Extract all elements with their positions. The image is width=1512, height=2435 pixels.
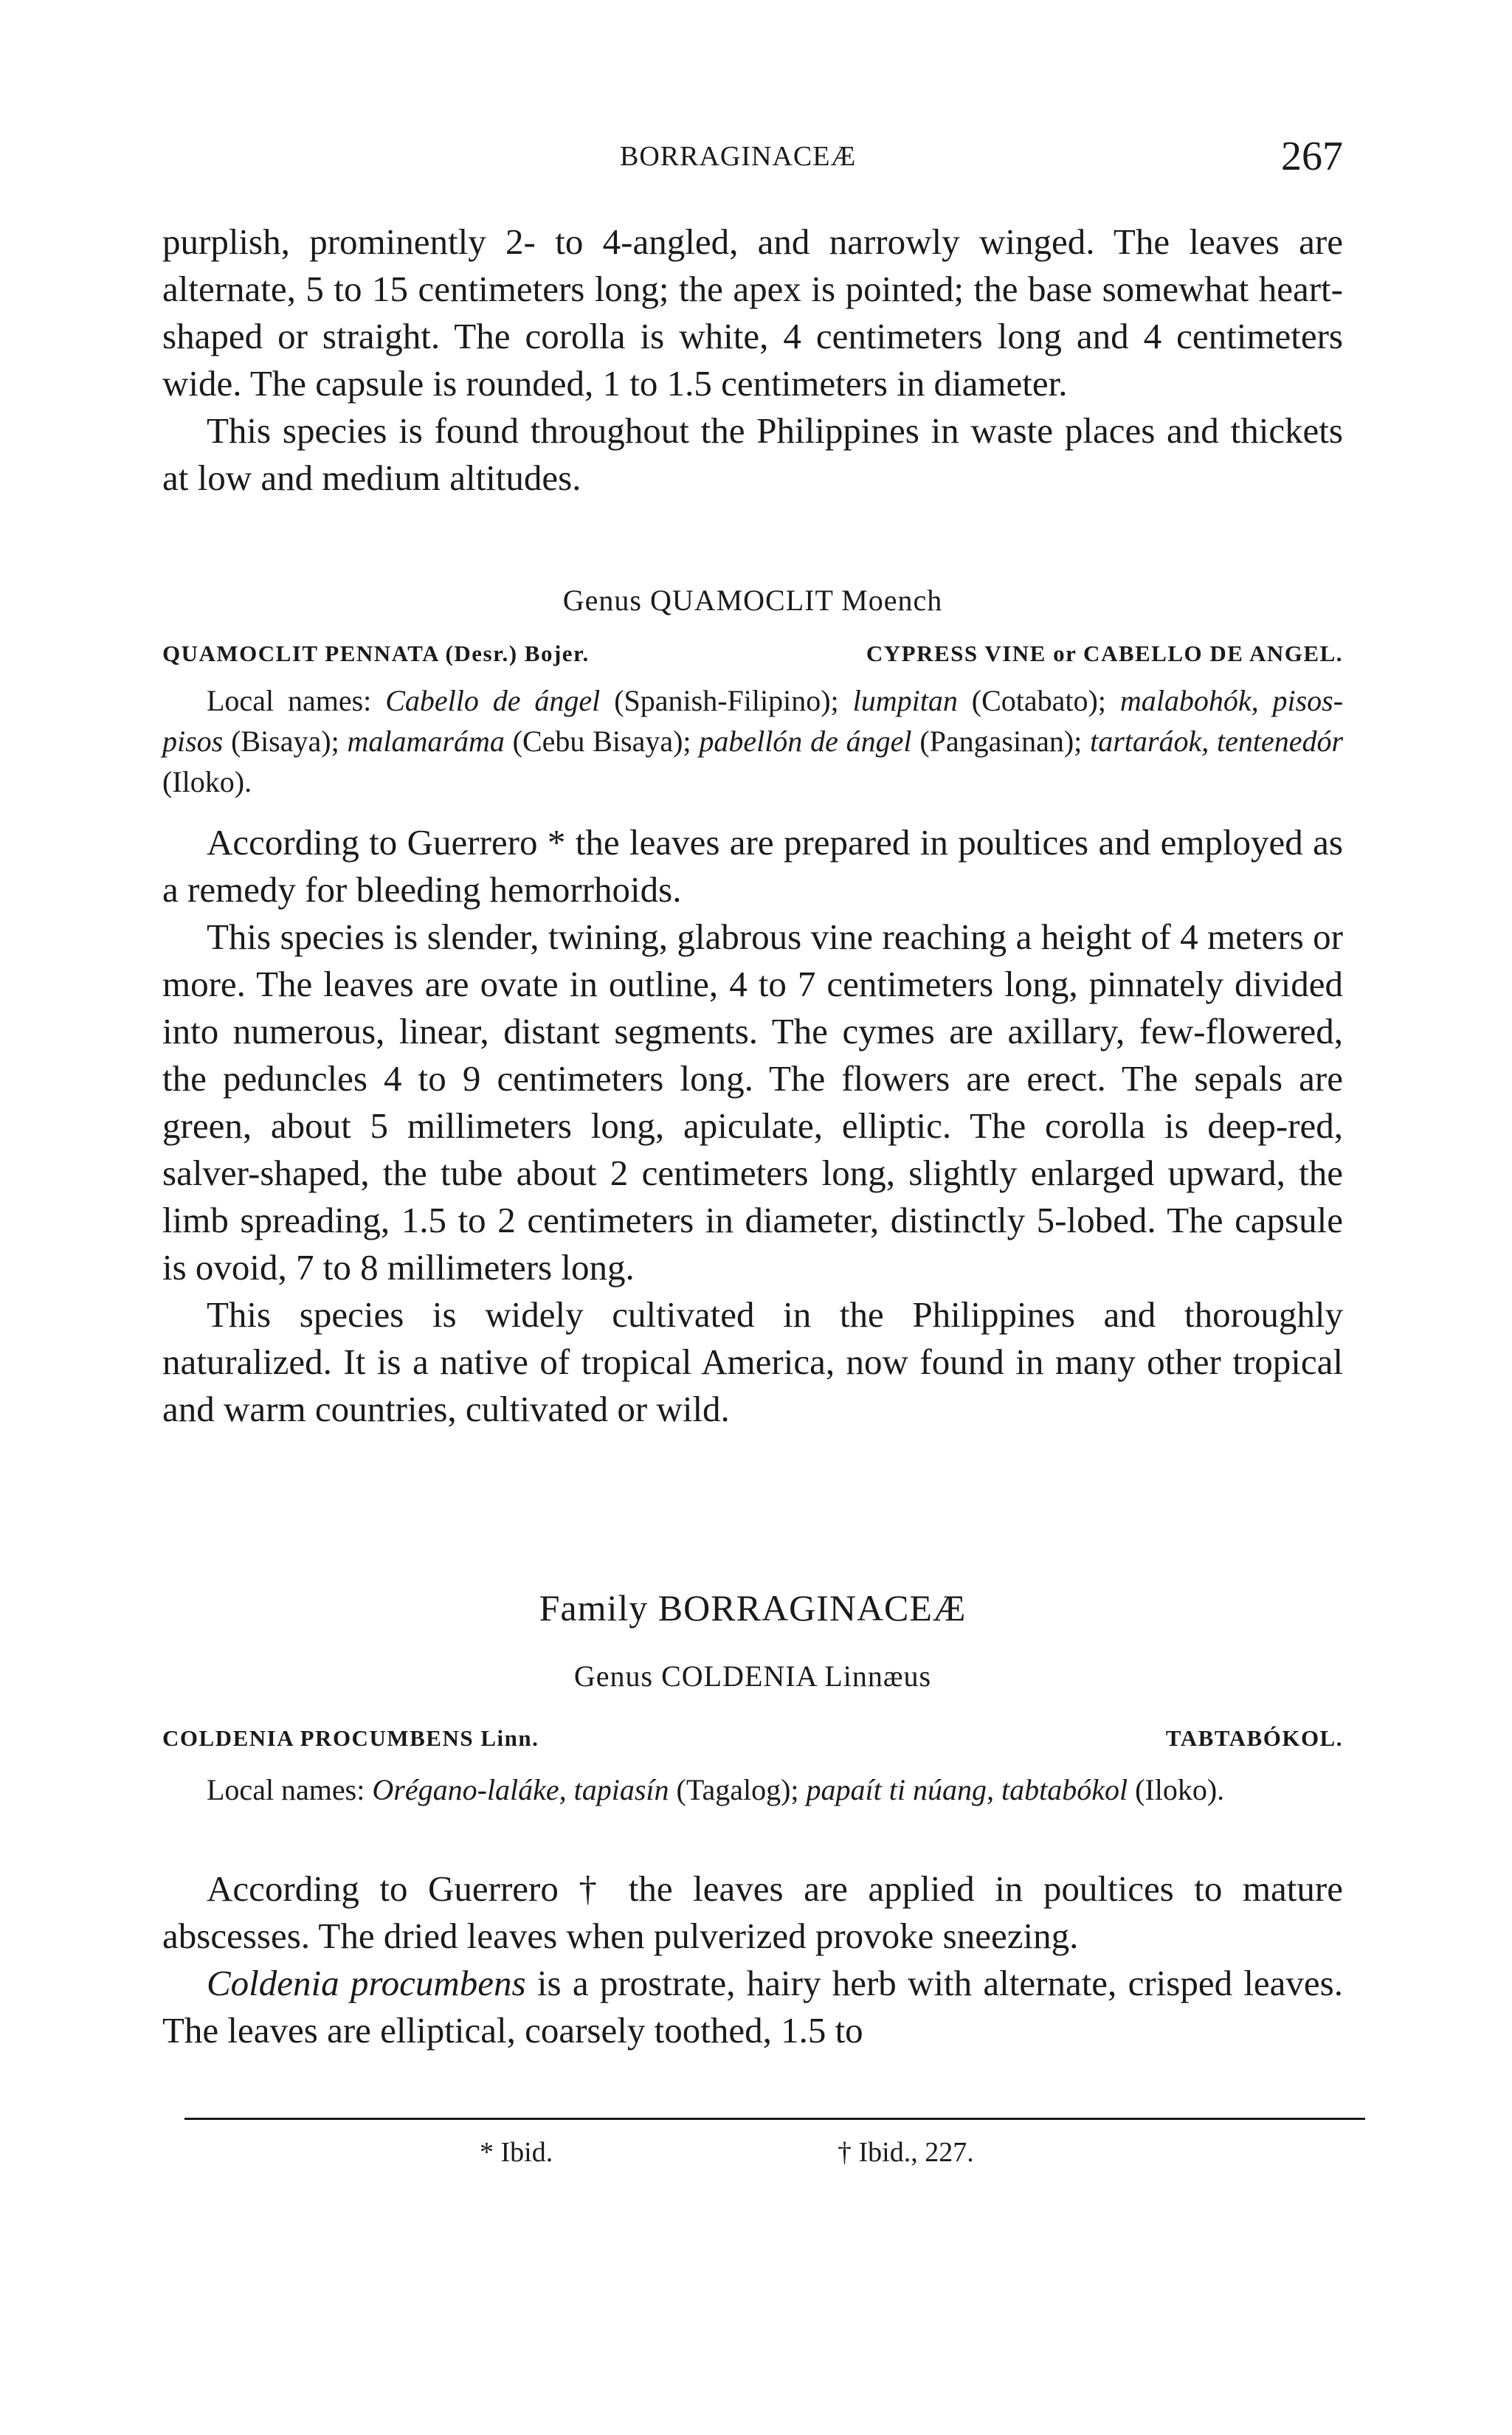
species-author: Linn. [480, 1725, 539, 1751]
coldenia-local-names [162, 1769, 1343, 1810]
local-names-label: Local names: [207, 1773, 365, 1806]
common-name-coldenia: TABTABÓKOL. [1165, 1725, 1343, 1751]
footnote-rule [184, 2118, 1365, 2120]
genus-coldenia-heading [162, 1659, 1343, 1693]
local-name: tartaráok, tentenedór [1090, 725, 1344, 758]
genus-author: Linnæus [824, 1659, 932, 1693]
running-head: BORRAGINACEÆ [620, 141, 857, 172]
coldenia-uses: According to Guerrero † the leaves are applied in poultices to mature abscesses. The dried leaves when pulverized provoke sneezing. [162, 1868, 1343, 1956]
local-names-label: Local names: [207, 684, 372, 717]
species-binomial: COLDENIA PROCUMBENS [162, 1725, 474, 1751]
local-name: pabellón de ángel [699, 725, 912, 758]
species-author: (Desr.) Bojer. [445, 640, 590, 666]
species-name-quamoclit [162, 640, 590, 667]
coldenia-species-italic: Coldenia procumbens [207, 1963, 526, 2003]
genus-label: Genus [573, 1659, 654, 1693]
footnote-2: † Ibid., 227. [838, 2137, 974, 2168]
genus-quamoclit-heading [162, 583, 1343, 618]
local-name: malabohók, pisos-pisos [162, 684, 1344, 758]
quamoclit-uses: According to Guerrero * the leaves are prepared in poultices and employed as a remedy for bleeding hemorrhoids. [162, 822, 1343, 910]
local-name: lumpitan [852, 684, 958, 717]
quamoclit-description: This species is slender, twining, glabrous vine reaching a height of 4 meters or more. The leaves are ovate in outline, 4 to 7 centimeters long, pinnately divided into numerous, linear, distant segments. The cymes are axillary, few-flowered, the peduncles 4 to 9 centimeters long. The flowers are erect. The sepals are green, about 5 millimeters long, apiculate, elliptic. The corolla is deep-red, salver-shaped, the tube about 2 centimeters long, slightly enlarged upward, the limb spreading, 1.5 to 2 centimeters in diameter, distinctly 5-lobed. The capsule is ovoid, 7 to 8 millimeters long. [162, 916, 1343, 1288]
local-name: Orégano-laláke, tapiasín [372, 1773, 669, 1806]
local-region: (Cotabato); [971, 684, 1106, 717]
local-region: (Spanish-Filipino); [614, 684, 839, 717]
local-region: (Bisaya); [231, 725, 339, 758]
coldenia-description [162, 1960, 1343, 2054]
ipomoea-description: purplish, prominently 2- to 4-angled, and narrowly winged. The leaves are alternate, 5 to 15 centimeters long; the apex is pointed; the base somewhat heart-shaped or straight. The corolla is white, 4 centimeters long and 4 centimeters wide. The capsule is rounded, 1 to 1.5 centimeters in diameter. [162, 221, 1343, 404]
coldenia-species-row [162, 1725, 1343, 1758]
quamoclit-local-names [162, 680, 1343, 802]
local-region: (Cebu Bisaya); [512, 725, 691, 758]
page-header [162, 133, 1343, 184]
local-name: malamaráma [347, 725, 505, 758]
coldenia-description-text: is a prostrate, hairy herb with alternate, crisped leaves. The leaves are elliptical, coarsely toothed, 1.5 to [162, 1963, 1343, 2051]
local-region: (Iloko). [162, 765, 252, 798]
genus-label: Genus [562, 584, 642, 617]
family-borraginaceae-heading [162, 1586, 1343, 1629]
quamoclit-distribution: This species is widely cultivated in the Philippines and thoroughly naturalized. It is a native of tropical America, now found in many other tropical and warm countries, cultivated or wild. [162, 1294, 1343, 1429]
page-number: 267 [1281, 134, 1343, 179]
family-name: BORRAGINACEÆ [657, 1587, 967, 1628]
ipomoea-continuation [162, 218, 1343, 502]
species-name-coldenia [162, 1725, 539, 1752]
genus-author: Moench [841, 584, 943, 617]
local-name: papaít ti núang, tabtabókol [806, 1773, 1128, 1806]
local-region: (Pangasinan); [919, 725, 1083, 758]
ipomoea-distribution: This species is found throughout the Philippines in waste places and thickets at low and medium altitudes. [162, 410, 1343, 498]
local-region: (Tagalog); [676, 1773, 799, 1806]
genus-name: COLDENIA [661, 1659, 817, 1693]
footnote-1: * Ibid. [480, 2137, 553, 2168]
quamoclit-text [162, 819, 1343, 1433]
genus-name: QUAMOCLIT [649, 584, 834, 617]
local-name: Cabello de ángel [385, 684, 601, 717]
coldenia-text [162, 1865, 1343, 2054]
common-name-quamoclit: CYPRESS VINE or CABELLO DE ANGEL. [866, 640, 1343, 666]
family-label: Family [539, 1587, 649, 1628]
quamoclit-species-row [162, 640, 1343, 673]
local-region: (Iloko). [1135, 1773, 1225, 1806]
species-binomial: QUAMOCLIT PENNATA [162, 640, 439, 666]
